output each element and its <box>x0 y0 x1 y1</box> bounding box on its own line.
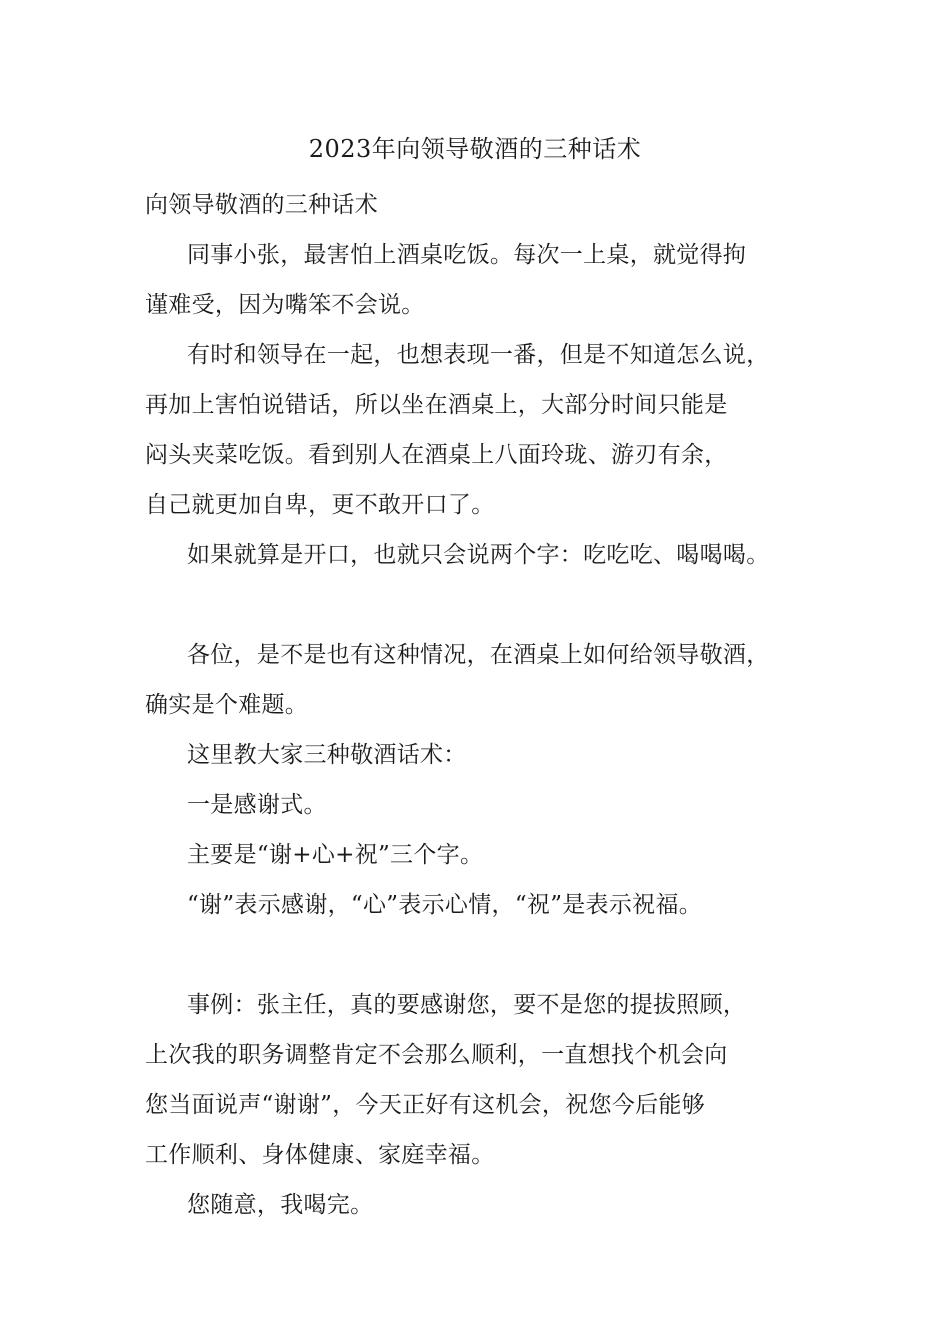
paragraph-line: 这里教大家三种敬酒话术： <box>187 742 467 768</box>
paragraph-line: 闷头夹菜吃饭。看到别人在酒桌上八面玲珑、游刃有余， <box>145 442 728 468</box>
document-body <box>145 180 835 1230</box>
paragraph-line: 一是感谢式。 <box>187 792 327 818</box>
paragraph-line: 主要是“谢+心+祝”三个字。 <box>187 842 484 868</box>
paragraph-line: 上次我的职务调整肯定不会那么顺利，一直想找个机会向 <box>145 1042 728 1068</box>
blank-line <box>145 930 835 980</box>
paragraph-line: 同事小张，最害怕上酒桌吃饭。每次一上桌，就觉得拘 <box>187 242 747 268</box>
paragraph-line: 自己就更加自卑，更不敢开口了。 <box>145 492 495 518</box>
paragraph-line: 工作顺利、身体健康、家庭幸福。 <box>145 1142 495 1168</box>
document-title: 2023年向领导敬酒的三种话术 <box>308 135 642 163</box>
paragraph-line: 谨难受，因为嘴笨不会说。 <box>145 292 425 318</box>
paragraph-line: 您当面说声“谢谢”，今天正好有这机会，祝您今后能够 <box>145 1092 706 1118</box>
paragraph-line: 各位，是不是也有这种情况，在酒桌上如何给领导敬酒， <box>187 642 770 668</box>
paragraph-line: 如果就算是开口，也就只会说两个字：吃吃吃、喝喝喝。 <box>187 542 770 568</box>
paragraph-line: “谢”表示感谢，“心”表示心情，“祝”是表示祝福。 <box>187 892 703 918</box>
paragraph-line: 事例：张主任，真的要感谢您，要不是您的提拔照顾， <box>187 992 747 1018</box>
subtitle-line: 向领导敬酒的三种话术 <box>145 192 378 218</box>
blank-line <box>145 580 835 630</box>
paragraph-line: 有时和领导在一起，也想表现一番，但是不知道怎么说， <box>187 342 770 368</box>
paragraph-line: 确实是个难题。 <box>145 692 309 718</box>
paragraph-line: 您随意，我喝完。 <box>187 1192 374 1218</box>
paragraph-line: 再加上害怕说错话，所以坐在酒桌上，大部分时间只能是 <box>145 392 728 418</box>
